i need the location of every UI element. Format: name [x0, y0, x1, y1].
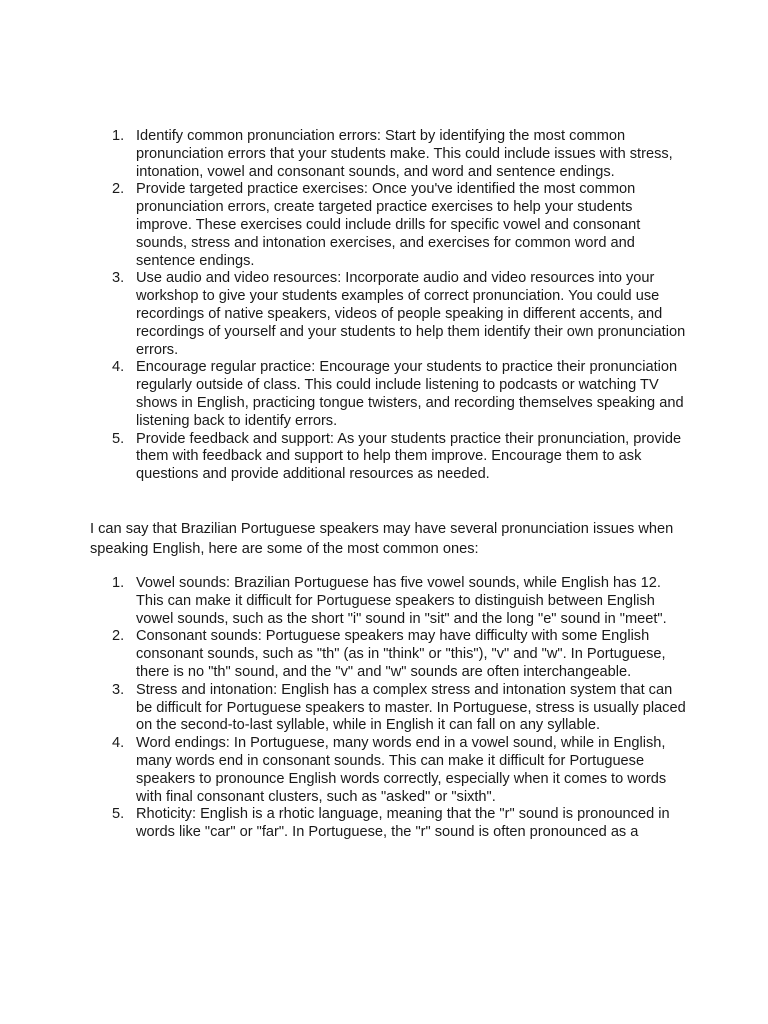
list-item-number: 1. — [112, 128, 125, 144]
list-item — [90, 575, 690, 628]
list-item — [90, 181, 690, 270]
list-item-number: 4. — [112, 359, 125, 376]
list-item-text: Provide feedback and support: As your students practice their pronunciation, provide them with feedback and support to help them improve. Encourage them to ask questions and provide additional resources as needed. — [136, 430, 682, 483]
list-item-number: 1. — [112, 575, 125, 591]
list-item-text: Use audio and video resources: Incorporate audio and video resources into your workshop to give your students examples of correct pronunciation. You could use recordings of native speakers, videos of people speaking in different accents, and recordings of yourself and your students to help them identify their own pronunciation errors. — [136, 270, 686, 358]
list-item-text: Provide targeted practice exercises: Once you've identified the most common pronunciation errors, create targeted practice exercises to help your students improve. These exercises could include drills for specific vowel and consonant sounds, stress and intonation exercises, and exercises for common word and sentence endings. — [136, 181, 641, 269]
list-item-number: 2. — [112, 181, 125, 198]
list-item-text: Stress and intonation: English has a complex stress and intonation system that can be difficult for Portuguese speakers to master. In Portuguese, stress is usually placed on the second-to-last syllable, while in English it can fall on any syllable. — [136, 681, 686, 734]
list-item — [90, 128, 690, 181]
list-item-text: Consonant sounds: Portuguese speakers may have difficulty with some English consonant sounds, such as "th" (as in "think" or "this"), "v" and "w". In Portuguese, there is no "th" sound, and the "v" and "w" sounds are often interchangeable. — [136, 628, 666, 680]
pronunciation-issues-list — [90, 575, 690, 842]
list-item — [90, 735, 690, 806]
list-item-text: Vowel sounds: Brazilian Portuguese has five vowel sounds, while English has 12. This can make it difficult for Portuguese speakers to distinguish between English vowel sounds, such as the short "i" sound in "sit" and the long "e" sound in "meet". — [136, 575, 667, 627]
list-item — [90, 628, 690, 681]
list-item-number: 4. — [112, 735, 125, 752]
list-item-text: Identify common pronunciation errors: Start by identifying the most common pronunciation errors that your students make. This could include issues with stress, intonation, vowel and consonant sounds, and word and sentence endings. — [136, 128, 673, 180]
list-item-number: 3. — [112, 681, 125, 698]
list-item — [90, 682, 690, 735]
list-item — [90, 806, 690, 842]
list-item-text: Encourage regular practice: Encourage your students to practice their pronunciation regularly outside of class. This could include listening to podcasts or watching TV shows in English, practicing tongue twisters, and recording themselves speaking and listening back to identify errors. — [136, 359, 684, 429]
list-item — [90, 359, 690, 430]
list-item — [90, 270, 690, 359]
intro-paragraph: I can say that Brazilian Portuguese speakers may have several pronunciation issues when speaking English, here are some of the most common ones: — [90, 521, 674, 557]
pronunciation-workshop-steps-list — [90, 128, 690, 484]
list-item-text: Rhoticity: English is a rhotic language, meaning that the "r" sound is pronounced in words like "car" or "far". In Portuguese, the "r" sound is often pronounced as a — [136, 806, 670, 841]
list-item-number: 2. — [112, 628, 125, 645]
list-item-number: 5. — [112, 430, 125, 447]
list-item-number: 5. — [112, 806, 125, 823]
list-item — [90, 431, 690, 484]
list-item-number: 3. — [112, 270, 125, 287]
list-item-text: Word endings: In Portuguese, many words end in a vowel sound, while in English, many words end in consonant sounds. This can make it difficult for Portuguese speakers to pronounce English words correctly, especially when it comes to words with final consonant clusters, such as "asked" or "sixth". — [136, 735, 667, 805]
